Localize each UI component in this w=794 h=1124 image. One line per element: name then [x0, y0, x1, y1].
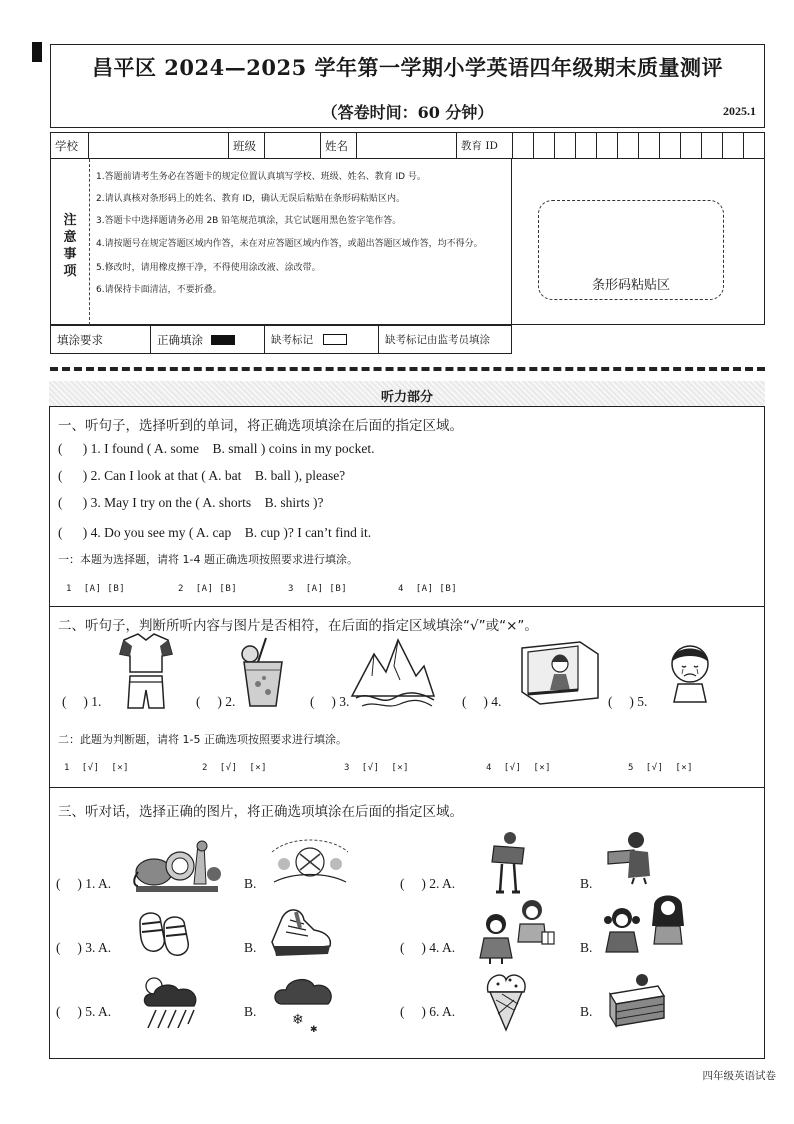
- edu-id-digit[interactable]: [534, 133, 555, 158]
- corner-mark: [32, 42, 42, 62]
- edu-id-digit[interactable]: [513, 133, 534, 158]
- clothes-icon: [118, 632, 174, 712]
- judge-option-3[interactable]: 3 [√] [×]: [344, 763, 410, 773]
- answer-option-3[interactable]: 3 [A] [B]: [288, 584, 348, 594]
- answer-option-1[interactable]: 1 [A] [B]: [66, 584, 126, 594]
- judge-item-2: ( ) 2.: [196, 694, 236, 709]
- edu-id-digit[interactable]: [660, 133, 681, 158]
- rain-cloud-icon: [140, 976, 206, 1032]
- answer-option-4[interactable]: 4 [A] [B]: [398, 584, 458, 594]
- notes-side-label: 注意事项: [63, 213, 77, 279]
- mountain-icon: [350, 636, 436, 710]
- part2-note: 二：此题为判断题，请将 1-5 正确选项按照要求进行填涂。: [58, 733, 347, 746]
- edu-id-digit[interactable]: [681, 133, 702, 158]
- edu-id-digit[interactable]: [639, 133, 660, 158]
- fill-requirement-row: [50, 325, 512, 354]
- edu-id-digit[interactable]: [576, 133, 597, 158]
- divider: [49, 787, 765, 788]
- pick-item-5-b: B.: [244, 1004, 257, 1019]
- judge-option-2[interactable]: 2 [√] [×]: [202, 763, 268, 773]
- pick-item-1: ( ) 1. A.: [56, 876, 112, 891]
- note-item: 4.请按题号在规定答题区域内作答，未在对应答题区域内作答，或超出答题区域作答，均不得分。: [96, 239, 483, 249]
- footer: 四年级英语试卷: [702, 1070, 776, 1082]
- crying-boy-icon: [664, 640, 716, 704]
- exam-date: 2025.1: [723, 104, 756, 118]
- judge-item-3: ( ) 3.: [310, 694, 350, 709]
- edu-id-digit[interactable]: [597, 133, 618, 158]
- sandals-icon: [134, 908, 194, 958]
- judge-item-1: ( ) 1.: [62, 694, 102, 709]
- fill-requirement-label: 填涂要求: [51, 326, 151, 353]
- edu-id-digit[interactable]: [744, 133, 764, 158]
- note-item: 5.修改时，请用橡皮擦干净，不得使用涂改液、涂改带。: [96, 263, 321, 273]
- correct-fill-cell: [151, 326, 265, 353]
- class-field[interactable]: [265, 133, 321, 158]
- snow-cloud-icon: [272, 972, 336, 1034]
- pick-item-3-b: B.: [244, 940, 257, 955]
- school-field[interactable]: [89, 133, 229, 158]
- cake-icon: [608, 972, 666, 1028]
- boy-reading-icon: [488, 830, 528, 896]
- pick-item-4: ( ) 4. A.: [400, 940, 456, 955]
- absent-mark-box[interactable]: [323, 334, 347, 345]
- edu-id-digit[interactable]: [702, 133, 723, 158]
- notes-divider: [511, 159, 512, 325]
- notes-list: [96, 172, 508, 307]
- absent-mark-note: 缺考标记由监考员填涂: [385, 334, 490, 346]
- absent-mark-cell: [265, 326, 379, 353]
- section-title: 听力部分: [380, 390, 433, 405]
- correct-fill-label: 正确填涂: [157, 332, 203, 347]
- pick-item-3: ( ) 3. A.: [56, 940, 112, 955]
- pick-item-6: ( ) 6. A.: [400, 1004, 456, 1019]
- exam-duration: （答卷时间：60 分钟）: [321, 103, 494, 122]
- question-1: ( ) 1. I found ( A. some B. small ) coins in my pocket.: [58, 441, 375, 456]
- pick-item-4-b: B.: [580, 940, 593, 955]
- girl-books-icon: [606, 830, 656, 884]
- girl-pigtails-icon: [604, 906, 640, 958]
- judge-option-5[interactable]: 5 [√] [×]: [628, 763, 694, 773]
- filled-box-icon: [211, 335, 235, 345]
- divider: [49, 606, 765, 607]
- sneaker-icon: [268, 902, 334, 958]
- edu-id-digit[interactable]: [618, 133, 639, 158]
- judge-option-4[interactable]: 4 [√] [×]: [486, 763, 552, 773]
- part2-heading: 二、听句子，判断所听内容与图片是否相符，在后面的指定区域填涂“√”或“×”。: [58, 618, 538, 634]
- cut-line: [50, 367, 765, 371]
- svg-text:✱: ✱: [310, 1025, 318, 1035]
- judge-item-5: ( ) 5.: [608, 694, 648, 709]
- answer-option-2[interactable]: 2 [A] [B]: [178, 584, 238, 594]
- part1-note: 一：本题为选择题，请将 1-4 题正确选项按照要求进行填涂。: [58, 553, 358, 566]
- part3-heading: 三、听对话，选择正确的图片，将正确选项填涂在后面的指定区域。: [58, 804, 463, 820]
- edu-id-label: 教育 ID: [457, 133, 513, 158]
- note-item: 1.答题前请考生务必在答题卡的规定位置认真填写学校、班级、姓名、教育 ID 号。: [96, 172, 426, 182]
- edu-id-digit[interactable]: [723, 133, 744, 158]
- note-item: 6.请保持卡面清洁，不要折叠。: [96, 285, 222, 295]
- school-label: 学校: [51, 133, 89, 158]
- student-info-row: [50, 132, 765, 159]
- animals-group-icon: [132, 836, 222, 894]
- judge-item-4: ( ) 4.: [462, 694, 502, 709]
- edu-id-digit[interactable]: [555, 133, 576, 158]
- juice-icon: [236, 636, 290, 710]
- window-girl-icon: [520, 638, 600, 710]
- note-item: 3.答题卡中选择题请务必用 2B 铅笔规范填涂，其它试题用黑色签字笔作答。: [96, 216, 402, 226]
- ice-cream-icon: [484, 970, 528, 1032]
- pick-item-2-b: B.: [580, 876, 593, 891]
- class-label: 班级: [229, 133, 265, 158]
- circus-scene-icon: [270, 832, 350, 888]
- name-label: 姓名: [321, 133, 357, 158]
- question-2: ( ) 2. Can I look at that ( A. bat B. ball ), please?: [58, 468, 346, 483]
- question-4: ( ) 4. Do you see my ( A. cap B. cup )? I can’t find it.: [58, 525, 372, 540]
- girl-gift-icon: [512, 898, 556, 950]
- svg-text:❄: ❄: [292, 1012, 304, 1028]
- barcode-label: 条形码粘贴区: [591, 278, 670, 293]
- girl-long-hair-icon: [648, 892, 688, 948]
- girl-icon: [476, 912, 516, 964]
- pick-item-6-b: B.: [580, 1004, 593, 1019]
- part1-heading: 一、听句子，选择听到的单词，将正确选项填涂在后面的指定区域。: [58, 418, 463, 434]
- absent-mark-label: 缺考标记: [271, 334, 313, 346]
- note-item: 2.请认真核对条形码上的姓名、教育 ID，确认无误后粘贴在条形码粘贴区内。: [96, 194, 406, 204]
- name-field[interactable]: [357, 133, 457, 158]
- question-3: ( ) 3. May I try on the ( A. shorts B. shirts )?: [58, 495, 324, 510]
- pick-item-1-b: B.: [244, 876, 257, 891]
- exam-title: 昌平区 2024—2025 学年第一学期小学英语四年级期末质量测评: [91, 55, 723, 80]
- pick-item-2: ( ) 2. A.: [400, 876, 456, 891]
- pick-item-5: ( ) 5. A.: [56, 1004, 112, 1019]
- judge-option-1[interactable]: 1 [√] [×]: [64, 763, 130, 773]
